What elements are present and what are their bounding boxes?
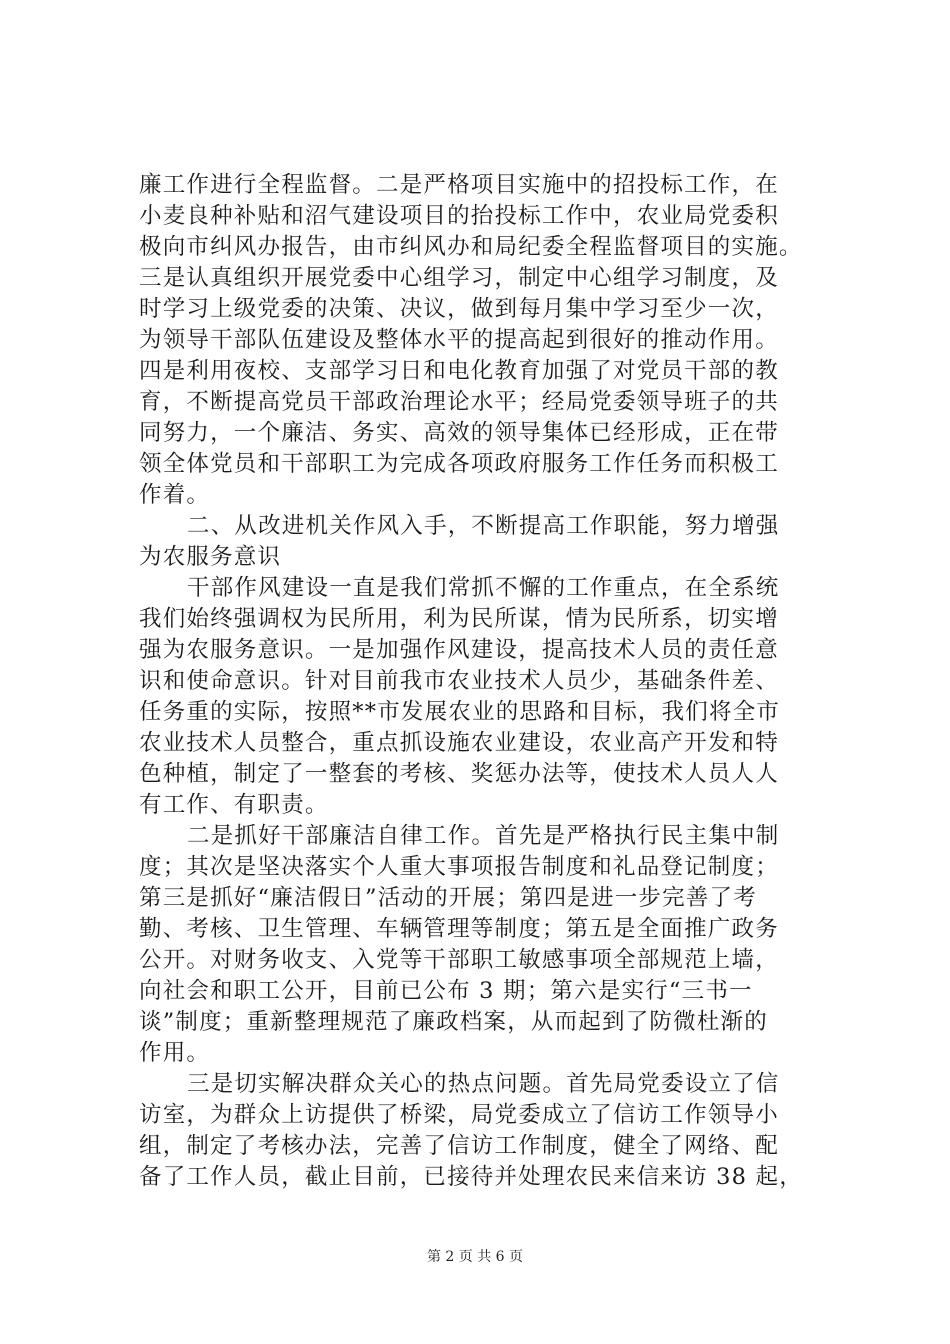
text-line: 公开。对财务收支、入党等干部职工敏感事项全部规范上墙，: [139, 947, 779, 973]
document-body: [139, 170, 839, 1193]
text-line: 领全体党员和干部职工为完成各项政府服务工作任务而积极工: [139, 451, 779, 477]
text-line: 组，制定了考核办法，完善了信访工作制度，健全了网络、配: [139, 1133, 779, 1159]
text-line: 作用。: [139, 1040, 211, 1066]
section-heading-line: 二、从改进机关作风入手，不断提高工作职能，努力增强: [187, 513, 780, 539]
text-line: 三是认真组织开展党委中心组学习，制定中心组学习制度，及: [139, 265, 779, 291]
section-heading-line: 为农服务意识: [139, 544, 282, 570]
text-line: 色种植，制定了一整套的考核、奖惩办法等，使技术人员人人: [139, 761, 779, 787]
text-line: 育，不断提高党员干部政治理论水平；经局党委领导班子的共: [139, 389, 779, 415]
page-number-footer: 第 2 页 共 6 页: [426, 1249, 524, 1265]
text-line: 第三是抓好“廉洁假日”活动的开展；第四是进一步完善了考: [139, 885, 757, 911]
text-line: 任务重的实际，按照**市发展农业的思路和目标，我们将全市: [139, 699, 781, 725]
text-line: 同努力，一个廉洁、务实、高效的领导集体已经形成，正在带: [139, 420, 779, 446]
text-line: 勤、考核、卫生管理、车辆管理等制度；第五是全面推广政务: [139, 916, 779, 942]
text-line: 我们始终强调权为民所用，利为民所谋，情为民所系，切实增: [139, 606, 779, 632]
text-line: 识和使命意识。针对目前我市农业技术人员少，基础条件差、: [139, 668, 779, 694]
text-line: 访室，为群众上访提供了桥梁，局党委成立了信访工作领导小: [139, 1102, 779, 1128]
text-line: 干部作风建设一直是我们常抓不懈的工作重点，在全系统: [187, 575, 780, 601]
text-line: 廉工作进行全程监督。二是严格项目实施中的招投标工作，在: [139, 172, 779, 198]
text-line: 有工作、有职责。: [139, 792, 329, 818]
text-line: 为领导干部队伍建设及整体水平的提高起到很好的推动作用。: [139, 327, 779, 353]
text-line: 备了工作人员，截止目前，已接待并处理农民来信来访 38 起，: [139, 1164, 803, 1190]
text-line: 三是切实解决群众关心的热点问题。首先局党委设立了信: [187, 1071, 780, 1097]
text-line: 二是抓好干部廉洁自律工作。首先是严格执行民主集中制: [187, 823, 780, 849]
text-line: 强为农服务意识。一是加强作风建设，提高技术人员的责任意: [139, 637, 779, 663]
text-line: 度；其次是坚决落实个人重大事项报告制度和礼品登记制度；: [139, 854, 779, 880]
text-line: 作着。: [139, 482, 211, 508]
text-line: 谈”制度；重新整理规范了廉政档案，从而起到了防微杜渐的: [139, 1009, 768, 1035]
text-line: 向社会和职工公开，目前已公布 3 期；第六是实行“三书一: [139, 978, 753, 1004]
text-line: 时学习上级党委的决策、决议，做到每月集中学习至少一次，: [139, 296, 779, 322]
text-line: 极向市纠风办报告，由市纠风办和局纪委全程监督项目的实施。: [139, 234, 803, 260]
text-line: 四是利用夜校、支部学习日和电化教育加强了对党员干部的教: [139, 358, 779, 384]
text-line: 小麦良种补贴和沼气建设项目的抬投标工作中，农业局党委积: [139, 203, 779, 229]
text-line: 农业技术人员整合，重点抓设施农业建设，农业高产开发和特: [139, 730, 779, 756]
